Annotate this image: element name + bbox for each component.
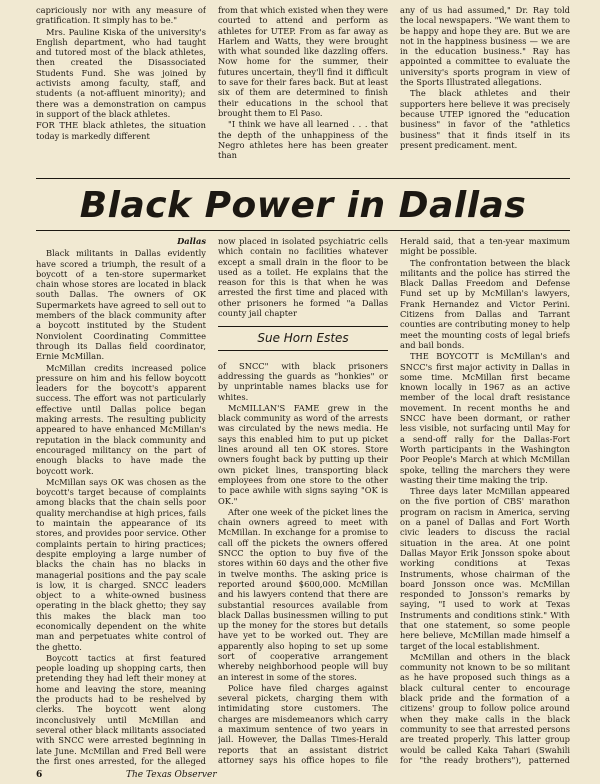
top-col1-para: Mrs. Pauline Kiska of the university's English department, who had taught and tutored most of the black athletes, then created the Disassociated Students Fund. She was joined by activists among faculty, staff, and students (a not-affluent minority); and there was a demonstration on campus in support of the black athletes. xyxy=(36,26,206,119)
body-col1-para: McMillan credits increased police pressure on him and his fellow boycott leaders for the boycott's apparent success. The effort was not particularly effective until Dallas police began making arrests. The resulting publicity appeared to have enhanced McMillan's reputation in the black community and encouraged militancy on the part of enough blacks to have made the boycott work. xyxy=(36,362,206,476)
body-col3-para: THE BOYCOTT is McMillan's and SNCC's first major activity in Dallas in some time. McMillan first became known locally in 1967 as an active member of the local draft resistance movement. In recent months he and SNCC have been dormant, or rather less visible, not surfacing until May for a send-off rally for the Dallas-Fort Worth participants in the Washington Poor People's March at which McMillan spoke, telling the marchers they were wasting their time making the trip. xyxy=(400,351,570,485)
top-section-rule xyxy=(36,178,570,179)
body-col3-para: McMillan and others in the black community not known to be so militant as he have proposed such things as a black cultural center to encourage black pride and the formation of a citizens' group to follow police around when they make calls in the black community to see that arrested persons are treated properly. This latter group would be called Kaka Tahari (Swahili for "the ready brothers"), patterned xyxy=(400,651,570,765)
body-column-1 xyxy=(36,236,206,766)
dateline: Dallas xyxy=(177,236,206,246)
top-col2-para: from that which existed when they were courted to attend and perform as athletes for UTEP. From as far away as Harlem and Watts, they were brought with what sounded like dazzling offers. Now home for the summer, their futures uncertain, they'll find it difficult to save for their fares back. But at least six of them are determined to finish their educations in the school that brought them to El Paso. xyxy=(218,5,388,118)
author-byline: Sue Horn Estes xyxy=(218,326,388,350)
body-column-3 xyxy=(400,236,570,766)
headline-rule xyxy=(36,230,570,231)
top-col2-para: "I think we have all learned . . . that the depth of the unhappiness of the Negro athletes here has been greater than xyxy=(218,119,388,161)
body-col1-para: McMillan says OK was chosen as the boycott's target because of complaints among blacks that the chain sells poor quality merchandise at high prices, fails to maintain the appearance of its stores, and provides poor service. Other complaints pertain to hiring practices; despite employing a large number of blacks the chain has no blacks in managerial positions and the pay scale is low, it is charged. SNCC leaders object to a white-owned business operating in the black ghetto; they say this makes the black man too economically dependent on the white man and perpetuates white control of the ghetto. xyxy=(36,476,206,652)
body-col2-para: Police have filed charges against several pickets, charging them with intimidating store customers. The charges are misdemeanors which carry a maximum sentence of two years in jail. However, the Dallas Times-Herald reports that an assistant district attorney says his office hopes to file xyxy=(218,682,388,765)
top-column-3 xyxy=(400,5,570,173)
top-col1-para: capriciously nor with any measure of gratification. It simply has to be." xyxy=(36,5,206,26)
body-col2-para: McMILLAN'S FAME grew in the black community as word of the arrests was circulated by the news media. He says this enabled him to put up picket lines around all ten OK stores. Store owners fought back by putting up their own picket lines, transporting black employees from one store to the other to pace awhile with signs saying "OK is OK." xyxy=(218,402,388,506)
top-col1-para: FOR THE black athletes, the situation today is markedly different xyxy=(36,120,206,141)
publication-name: The Texas Observer xyxy=(126,770,217,780)
body-col3-para: Herald said, that a ten-year maximum might be possible. xyxy=(400,236,570,257)
top-col3-para: any of us had assumed," Dr. Ray told the local newspapers. "We want them to be happy and hope they are. But we are not in the happiness business — we are in the education business." Ray has appointed a committee to evaluate the university's sports program in view of the Sports Illustrated allegations. xyxy=(400,5,570,88)
top-column-1 xyxy=(36,5,206,173)
body-col1-para: Black militants in Dallas evidently have scored a triumph, the result of a boycott of a ten-store supermarket chain whose stores are located in black south Dallas. The owners of OK Supermarkets have agreed to sell out to members of the black community after a boycott instituted by the Student Nonviolent Coordinating Committee through its Dallas field coordinator, Ernie McMillan. xyxy=(36,248,206,362)
body-column-2 xyxy=(218,236,388,766)
article-headline: Black Power in Dallas xyxy=(79,185,527,226)
body-col2-para: of SNCC" with black prisoners addressing the guards as "honkies" or by unprintable names blacks use for whites. xyxy=(218,360,388,402)
top-column-2 xyxy=(218,5,388,173)
body-col3-para: The confrontation between the black militants and the police has stirred the Black Dallas Freedom and Defense Fund set up by McMillan's lawyers, Frank Hernandez and Victor Perini. Citizens from Dallas and Tarrant counties are contributing money to help meet the mounting costs of legal briefs and bail bonds. xyxy=(400,257,570,350)
page-number: 6 xyxy=(36,770,43,780)
body-col2-para: After one week of the picket lines the chain owners agreed to meet with McMillan. In exchange for a promise to call off the pickets the owners offered SNCC the option to buy five of the stores within 60 days and the other five in twelve months. The asking price is reported around $600,000. McMillan and his lawyers contend that there are substantial resources available from black Dallas businessmen willing to put up the money for the stores but details have yet to be worked out. They are apparently also hoping to set up some sort of cooperative arrangement whereby neighborhood people will buy an interest in some of the stores. xyxy=(218,506,388,682)
body-col1-para: Boycott tactics at first featured people loading up shopping carts, then pretending they had left their money at home and leaving the store, meaning the products had to be reshelved by clerks. The boycott went along inconclusively until McMillan and several other black militants associated with SNCC were arrested beginning in late June. McMillan and Fred Bell were the first ones arrested, for the alleged xyxy=(36,652,206,766)
top-col3-para: The black athletes and their supporters here believe it was precisely because UTEP ignored the "education business" in favor of the "athletics business" that it finds itself in its present predicament. ment. xyxy=(400,88,570,150)
body-col3-para: Three days later McMillan appeared on the five portion of CBS' marathon program on racism in America, serving on a panel of Dallas and Fort Worth civic leaders to discuss the racial situation in the area. At one point Dallas Mayor Erik Jonsson spoke about working conditions at Texas Instruments, whose chairman of the board Jonsson once was. McMillan responded to Jonsson's remarks by saying, "I used to work at Texas Instruments and conditions stink." With that one statement, so some people here believe, McMillan made himself a target of the local establishment. xyxy=(400,486,570,651)
body-col2-para: now placed in isolated psychiatric cells which contain no facilities whatever except a small drain in the floor to be used as a toilet. He explains that the reason for this is that when he was arrested the first time and placed with other prisoners he formed "a Dallas county jail chapter xyxy=(218,236,388,319)
